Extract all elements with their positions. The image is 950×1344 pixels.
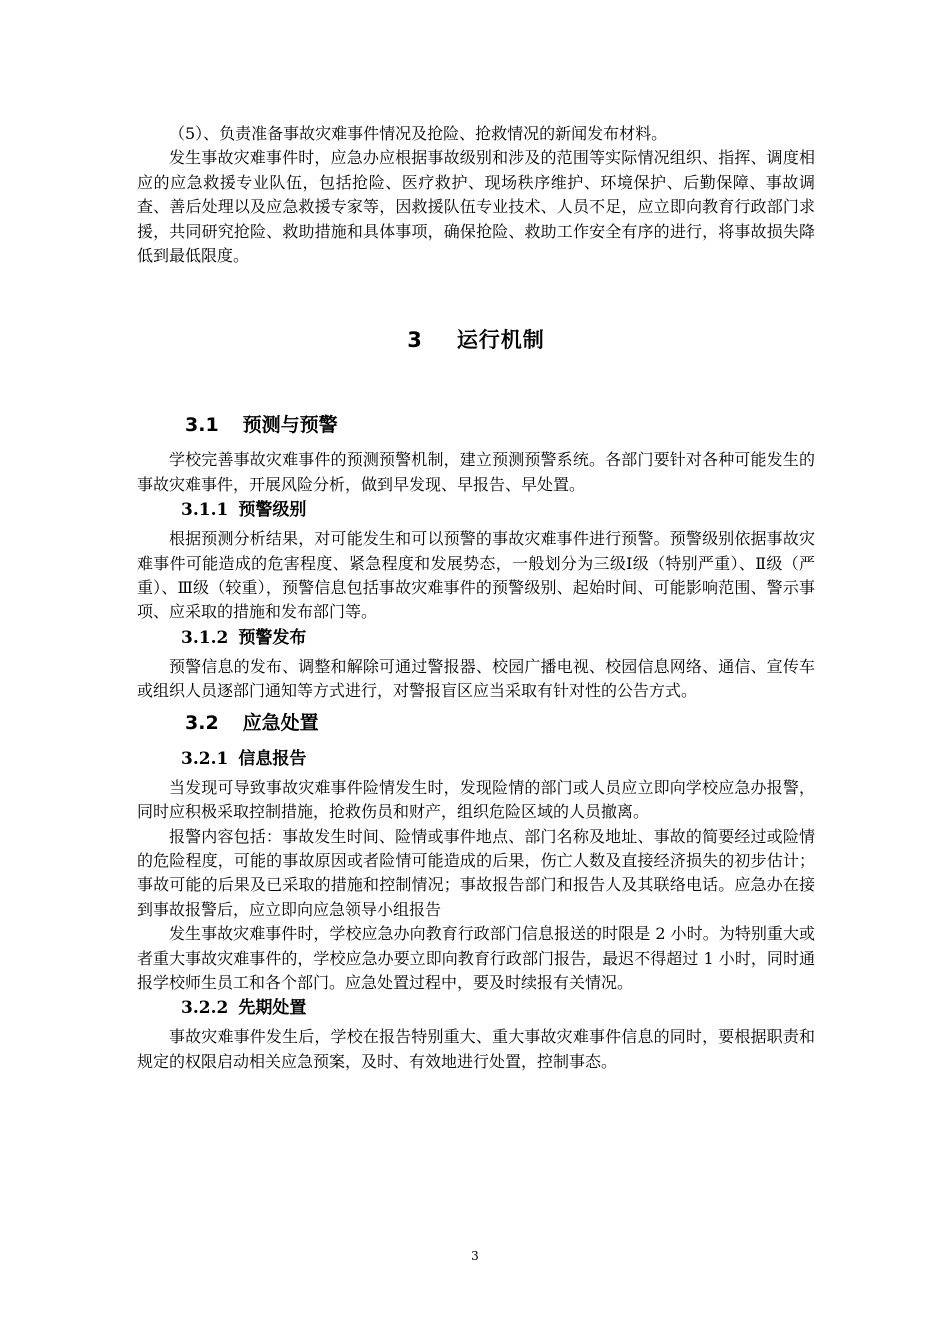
subsection-3-1-2-heading <box>181 625 815 651</box>
subsection-3-2-1-heading <box>181 746 815 772</box>
subsection-3-2-1-number: 3.2.1 <box>181 748 229 769</box>
subsection-3-2-2-paragraph: 事故灾难事件发生后，学校在报告特别重大、重大事故灾难事件信息的同时，要根据职责和规定的权限启动相关应急预案，及时、有效地进行处置，控制事态。 <box>137 1027 815 1071</box>
subsection-3-1-2-title: 预警发布 <box>238 627 307 648</box>
subsection-3-1-2-number: 3.1.2 <box>181 627 229 648</box>
subsection-3-2-1-paragraph-1: 当发现可导致事故灾难事件险情发生时，发现险情的部门或人员应立即向学校应急办报警，同时应积极采取控制措施，抢救伤员和财产，组织危险区域的人员撤离。 <box>137 777 815 822</box>
subsection-3-2-1-paragraph-3: 发生事故灾难事件时，学校应急办向教育行政部门信息报送的时限是 2 小时。为特别重大或者重大事故灾难事件的，学校应急办要立即向教育行政部门报告，最迟不得超过 1 小时，同时通报学校师生员工和各个部门。应急处置过程中，要及时续报有关情况。 <box>137 924 815 992</box>
section-3-1-paragraph: 学校完善事故灾难事件的预测预警机制，建立预测预警系统。各部门要针对各种可能发生的事故灾难事件，开展风险分析，做到早发现、早报告、早处置。 <box>137 450 815 494</box>
subsection-3-1-1-heading <box>181 497 815 523</box>
section-3-2-heading <box>185 710 815 736</box>
page-number: 3 <box>471 1249 479 1263</box>
chapter-title-text: 运行机制 <box>456 328 545 353</box>
subsection-3-1-1-paragraph: 根据预测分析结果，对可能发生和可以预警的事故灾难事件进行预警。预警级别依据事故灾难事件可能造成的危害程度、紧急程度和发展势态，一般划分为三级Ⅰ级（特别严重）、Ⅱ级（严重）、Ⅲ级（较重），预警信息包括事故灾难事件的预警级别、起始时间、可能影响范围、警示事项、应采取的措施和发布部门等。 <box>137 529 815 622</box>
chapter-title <box>137 324 815 354</box>
section-3-1-number: 3.1 <box>185 414 219 437</box>
subsection-3-2-2-heading <box>181 995 815 1021</box>
section-3-2-title: 应急处置 <box>242 711 319 734</box>
subsection-3-2-1-title: 信息报告 <box>238 748 307 769</box>
subsection-3-1-1-number: 3.1.1 <box>181 500 229 521</box>
subsection-3-2-2-number: 3.2.2 <box>181 998 229 1019</box>
section-3-1-title: 预测与预警 <box>242 414 338 437</box>
section-3-1-heading <box>185 412 815 438</box>
intro-paragraph-2: 发生事故灾难事件时，应急办应根据事故级别和涉及的范围等实际情况组织、指挥、调度相应的应急救援专业队伍，包括抢险、医疗救护、现场秩序维护、环境保护、后勤保障、事故调查、善后处理以及应急救援专家等，因救援队伍专业技术、人员不足，应立即向教育行政部门求援，共同研究抢险、救助措施和具体事项，确保抢险、救助工作安全有序的进行，将事故损失降低到最低限度。 <box>137 148 815 266</box>
page-content <box>137 122 815 1074</box>
chapter-number: 3 <box>407 328 423 353</box>
intro-paragraph-1: （5）、负责准备事故灾难事件情况及抢险、抢救情况的新闻发布材料。 <box>169 124 668 143</box>
section-3-2-number: 3.2 <box>185 711 219 734</box>
subsection-3-2-2-title: 先期处置 <box>238 998 307 1019</box>
subsection-3-1-1-title: 预警级别 <box>238 500 307 521</box>
subsection-3-1-2-paragraph: 预警信息的发布、调整和解除可通过警报器、校园广播电视、校园信息网络、通信、宣传车或组织人员逐部门通知等方式进行，对警报盲区应当采取有针对性的公告方式。 <box>137 656 815 701</box>
subsection-3-2-1-paragraph-2: 报警内容包括：事故发生时间、险情或事件地点、部门名称及地址、事故的简要经过或险情的危险程度，可能的事故原因或者险情可能造成的后果，伤亡人数及直接经济损失的初步估计；事故可能的后果及已采取的措施和控制情况；事故报告部门和报告人及其联络电话。应急办在接到事故报警后，应立即向应急领导小组报告 <box>137 826 815 919</box>
